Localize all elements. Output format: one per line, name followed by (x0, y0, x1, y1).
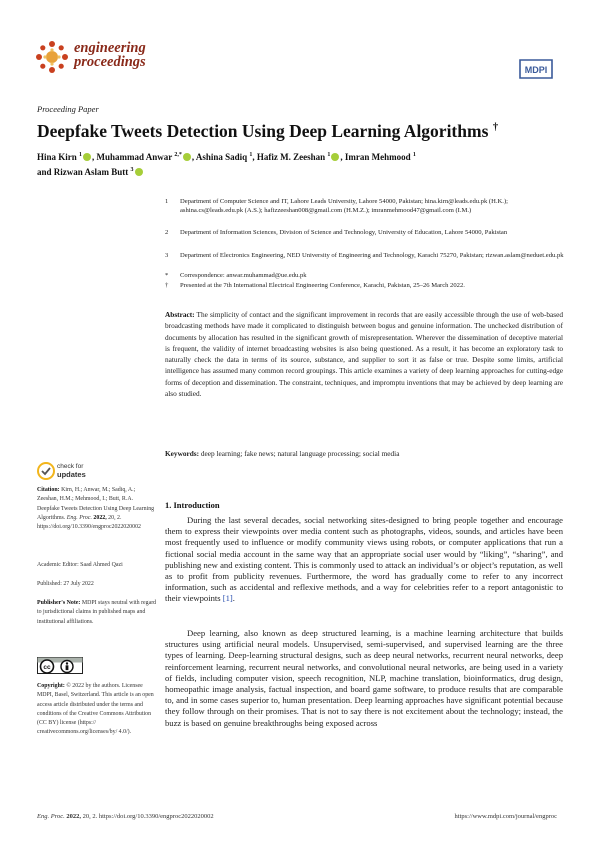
abstract-label: Abstract: (165, 310, 195, 319)
author-affiliation: 2,* (174, 152, 182, 158)
author (257, 152, 341, 162)
journal-name (74, 41, 146, 69)
cc-by-license-icon[interactable] (37, 657, 83, 674)
author (196, 152, 253, 162)
check-for-updates-icon[interactable] (37, 462, 55, 480)
author-affiliation: 1 (412, 152, 416, 158)
author (54, 167, 144, 177)
author-affiliation: 1 (79, 152, 83, 158)
paper-title-text: Deepfake Tweets Detection Using Deep Learning Algorithms (37, 120, 489, 141)
orcid-icon[interactable] (183, 153, 191, 161)
author-name: Rizwan Aslam Butt (53, 166, 129, 177)
published-date: Published: 27 July 2022 (37, 581, 94, 587)
copyright (37, 682, 157, 738)
journal-name-line1: engineering (74, 40, 146, 56)
paper-title (37, 116, 567, 142)
check-line1: check for (57, 463, 84, 470)
author-affiliation: 3 (130, 166, 134, 173)
citation-label: Citation: (37, 487, 60, 493)
abstract (165, 309, 563, 399)
keywords-text: deep learning; fake news; natural language processing; social media (200, 449, 400, 458)
citation-link[interactable]: [1] (222, 593, 233, 604)
author (345, 152, 416, 162)
academic-editor: Academic Editor: Saad Ahmed Qazi (37, 562, 123, 568)
publisher-note-text: MDPI stays neutral with regard to jurisdictional claims in published maps and institutional affiliations. (37, 600, 157, 625)
section-heading: 1. Introduction (165, 500, 220, 510)
journal-name-line2: proceedings (74, 54, 146, 70)
footer-journal: Eng. Proc. (37, 813, 65, 820)
publisher-note (37, 599, 157, 627)
title-footnote-mark: † (492, 121, 499, 133)
footer-doi[interactable]: 20, 2. https://doi.org/10.3390/engproc2022020002 (82, 813, 214, 820)
author-name: Hina Kirn (37, 152, 77, 162)
affiliation-text: Department of Electronics Engineering, NED University of Engineering and Technology, Karachi 75270, Pakistan; rizwan.aslam@neduet.edu.pk (180, 252, 564, 259)
journal-logo-icon (35, 40, 69, 74)
orcid-icon[interactable] (135, 168, 143, 176)
affiliation-text: Presented at the 7th International Electrical Engineering Conference, Karachi, Pakistan, 25–26 March 2022. (180, 282, 465, 289)
mdpi-logo-text: MDPI (524, 65, 548, 75)
citation-block (37, 486, 157, 532)
affiliation: 3 Department of Electronics Engineering, NED University of Engineering and Technology, Karachi 75270, Pakistan; rizwan.aslam@neduet.edu.pk (165, 252, 564, 259)
abstract-text: The simplicity of contact and the significant improvement in records that are easily accessible through the use of web-based broadcasting methods have made it complicated to distinguish between bogus and genuine information. The unchecked distribution of documents by allocation has resulted in the significant growth of misrepresentation. Wherever the dissemination of deceptive material is frequent, the validity of internet broadcasting websites is also being questioned. As a result, it has become an exploratory task to naturally check the data in terms of its source, substance, and supplier to sort it as false or true. Despite some limits, artificial intelligence has assumed many common record groupings. This article examines a variety of deep learning approaches for cutting-edge forms of deception and dissemination. The constraint, techniques, and impromptu inventions that may be achieved by deep learning are also studied. (165, 310, 563, 399)
citation-text: Kirn, H.; Anwar, M.; Sadiq, A.; Zeeshan, H.M.; Mehmood, I.; Butt, R.A. Deepfake Tweets Detection Using Deep Learning Algorithms. (37, 487, 155, 521)
footer-year: 2022, (66, 813, 81, 820)
author (97, 152, 192, 162)
check-line2: updates (57, 470, 86, 479)
paragraph: Deep learning, also known as deep structured learning, is a machine learning architecture that builds structures using artificial neural models. Unsupervised, semi-supervised, and supervised learning are the three types of learning. Deep-learning structural designs, such as deep neural networks, recurrent neural networks, deep reinforcement learning, recurrent neural networks, and convolutional neural networks, are being used in a variety of fields, including computer vision, speech recognition, NLP, machine translation, bioinformatics, drug design, homeopathic image analysis, factual inspection, and board game software, to produce results that are comparable to, and in some cases superior to, human presentation. Deep learning approaches have significant potential because they follow through on their promises. That is not to say there is not excitement about the technology; instead, the buzz is based on genuine breakthroughs being exposed across (165, 628, 563, 728)
citation-volume: 2022, (93, 514, 107, 521)
author-name: Imran Mehmood (344, 152, 411, 162)
copyright-text: © 2022 by the authors. Licensee MDPI, Basel, Switzerland. This article is an open access article distributed under the terms and conditions of the Creative Commons Attribution (CC BY) license (https:// creativecommons.org/licenses/by/ 4.0/). (37, 683, 154, 736)
author-affiliation: 1 (327, 152, 331, 158)
correspondence: * Correspondence: anwar.muhammad@ue.edu.pk (165, 271, 565, 280)
paper-type: Proceeding Paper (37, 104, 99, 114)
author (37, 152, 92, 162)
copyright-label: Copyright: (37, 683, 65, 689)
affiliation-text: Department of Information Sciences, Division of Science and Technology, University of Education, Lahore 54000, Pakistan (180, 229, 508, 236)
citation-doi[interactable]: 20, 2. https://doi.org/10.3390/engproc2022020002 (37, 514, 141, 531)
author-list: Hina Kirn $^1$ , Muhammad Anwar $^{2,*}$ , Ashina Sadiq $^1$, Hafiz M. Zeeshan $^1$ , Imran Mehmood $^1$ and Rizwan Aslam Butt $^3$ (37, 152, 416, 177)
conference-note: † Presented at the 7th International Electrical Engineering Conference, Karachi, Pakistan, 25–26 March 2022. (165, 281, 565, 290)
affiliation: 1 Department of Computer Science and IT, Lahore Leads University, Lahore 54000, Pakistan; hina.kirn@leads.edu.pk (H.K.); ashina.cs@leads.edu.pk (A.S.); hafizzeeshan008@gmail.com (H.M.Z.); imranmehmood47@gmail.com (I.M.) (165, 197, 565, 215)
affiliation-text: Department of Computer Science and IT, Lahore Leads University, Lahore 54000, Pakistan; hina.kirn@leads.edu.pk (H.K.); ashina.cs@leads.edu.pk (A.S.); hafizzeeshan008@gmail.com (H.M.Z.); imranmehmood47@gmail.com (I.M.) (180, 198, 508, 215)
footer-journal-url[interactable]: https://www.mdpi.com/journal/engproc (454, 813, 557, 820)
affiliation: 2 Department of Information Sciences, Division of Science and Technology, University of Education, Lahore 54000, Pakistan (165, 228, 565, 237)
author-name: Hafiz M. Zeeshan (256, 152, 326, 162)
footer-citation (37, 813, 214, 820)
author-name: Ashina Sadiq (195, 152, 248, 162)
mdpi-logo-icon (516, 58, 556, 80)
author-affiliation: 1 (249, 152, 253, 158)
citation-journal: Eng. Proc. (66, 514, 92, 521)
check-for-updates[interactable] (57, 463, 86, 479)
cc-icon-text: cc (43, 664, 51, 671)
orcid-icon[interactable] (83, 153, 91, 161)
author-name: Muhammad Anwar (96, 152, 173, 162)
keywords (165, 449, 563, 458)
affiliation-text: Correspondence: anwar.muhammad@ue.edu.pk (180, 272, 307, 279)
publisher-note-label: Publisher's Note: (37, 600, 81, 606)
paragraph: During the last several decades, social networking sites-designed to bring people together and encourage them to express their viewpoints over media content such as photographs, videos, sounds, and articles have been most frequently used to influence or modify community views using robots, or computer applications that run a fictional social media account in the same way that an appropriate social user would by “liking”, “sharing”, and publishing new and existing content. This is commonly used to attack an individual’s or object’s reputation, as well as to profit from publicity revenues. Furthermore, the word has gradually come to refer to any incorrect information, such as accidental and reflexive methods, and a way for celebrities refer to a report antagonistic to their viewpoints [1]. (165, 515, 563, 604)
keywords-label: Keywords: (165, 449, 200, 458)
orcid-icon[interactable] (331, 153, 339, 161)
paragraph-text: During the last several decades, social networking sites-designed to bring people together and encourage them to express their viewpoints over media content such as photographs, videos, sounds, and articles have been most frequently used to influence or modify community views using robots, or computer applications that run a fictional social media account in the same way that an appropriate social user would by “liking”, “sharing”, and publishing new and existing content. This is commonly used to attack an individual’s or object’s reputation, as well as to profit from publicity revenues. Furthermore, the word has gradually come to refer to any incorrect information, such as accidental and reflexive methods, and a way for celebrities refer to a report antagonistic to their viewpoints (165, 515, 563, 604)
